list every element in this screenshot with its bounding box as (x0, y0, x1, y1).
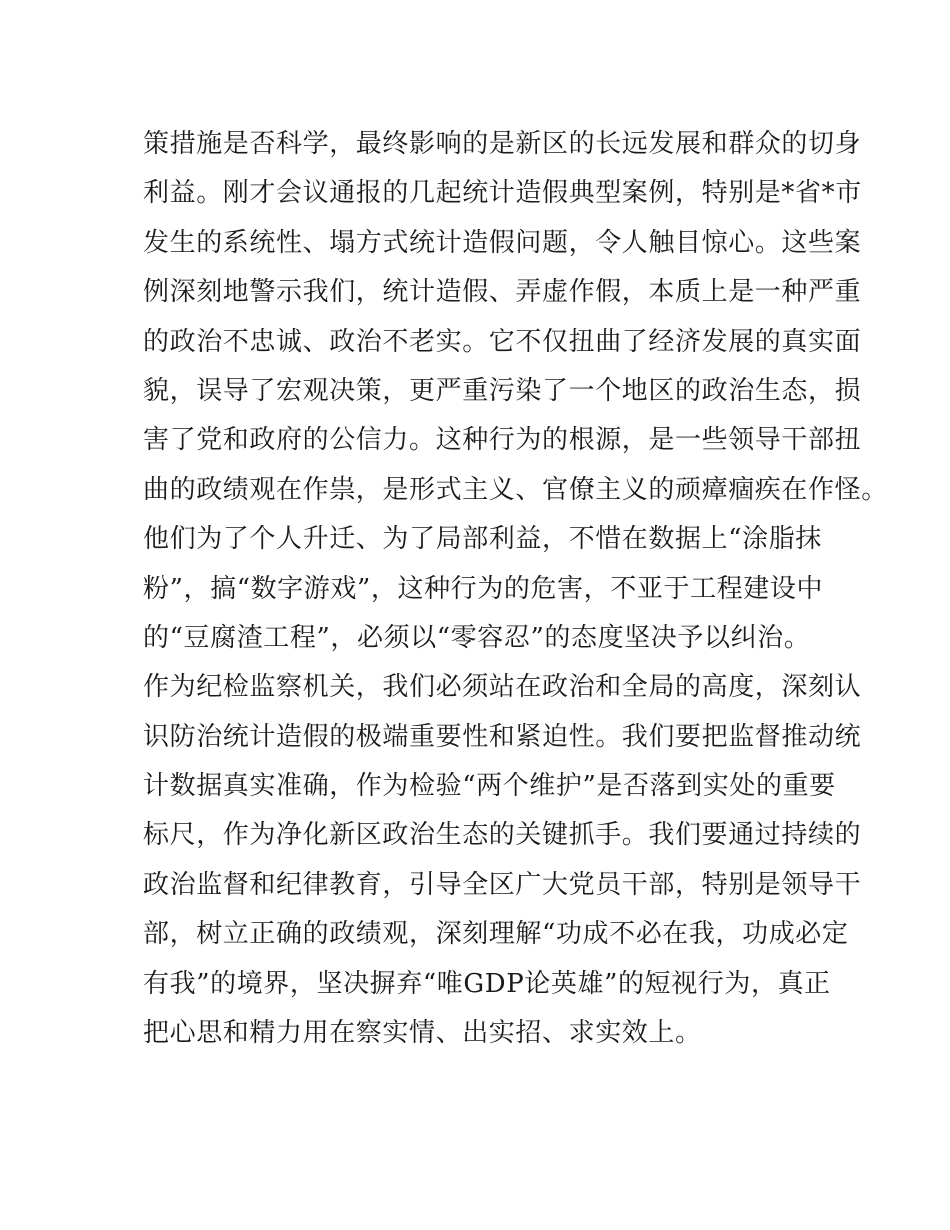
text-line: 作为纪检监察机关，我们必须站在政治和全局的高度，深刻认 (143, 672, 862, 703)
text-line: 策措施是否科学，最终影响的是新区的长远发展和群众的切身 (143, 129, 862, 159)
text-line: 的政治不忠诚、政治不老实。它不仅扭曲了经济发展的真实面 (143, 326, 862, 357)
text-line: 部，树立正确的政绩观，深刻理解“功成不必在我，功成必定 (143, 919, 849, 950)
text-line: 貌，误导了宏观决策，更严重污染了一个地区的政治生态，损 (143, 375, 862, 406)
text-line: 发生的系统性、塌方式统计造假问题，令人触目惊心。这些案 (143, 227, 862, 258)
text-line: 曲的政绩观在作祟，是形式主义、官僚主义的顽瘴痼疾在作怪。 (143, 474, 888, 505)
body-text (143, 120, 888, 1058)
text-line: 计数据真实准确，作为检验“两个维护”是否落到实处的重要 (143, 771, 836, 802)
text-line: 他们为了个人升迁、为了局部利益，不惜在数据上“涂脂抹 (143, 524, 822, 555)
text-line: 利益。刚才会议通报的几起统计造假典型案例，特别是*省*市 (143, 178, 862, 209)
text-line: 识防治统计造假的极端重要性和紧迫性。我们要把监督推动统 (143, 721, 862, 752)
text-line: 标尺，作为净化新区政治生态的关键抓手。我们要通过持续的 (143, 820, 862, 851)
text-line: 例深刻地警示我们，统计造假、弄虚作假，本质上是一种严重 (143, 277, 862, 308)
text-line: 有我”的境界，坚决摒弃“唯GDP论英雄”的短视行为，真正 (143, 968, 831, 999)
text-line: 的“豆腐渣工程”，必须以“零容忍”的态度坚决予以纠治。 (143, 622, 811, 653)
text-line: 害了党和政府的公信力。这种行为的根源，是一些领导干部扭 (143, 425, 862, 456)
text-line: 粉”，搞“数字游戏”，这种行为的危害，不亚于工程建设中 (143, 573, 824, 604)
text-line: 把心思和精力用在察实情、出实招、求实效上。 (143, 1018, 702, 1049)
text-line: 政治监督和纪律教育，引导全区广大党员干部，特别是领导干 (143, 869, 862, 900)
